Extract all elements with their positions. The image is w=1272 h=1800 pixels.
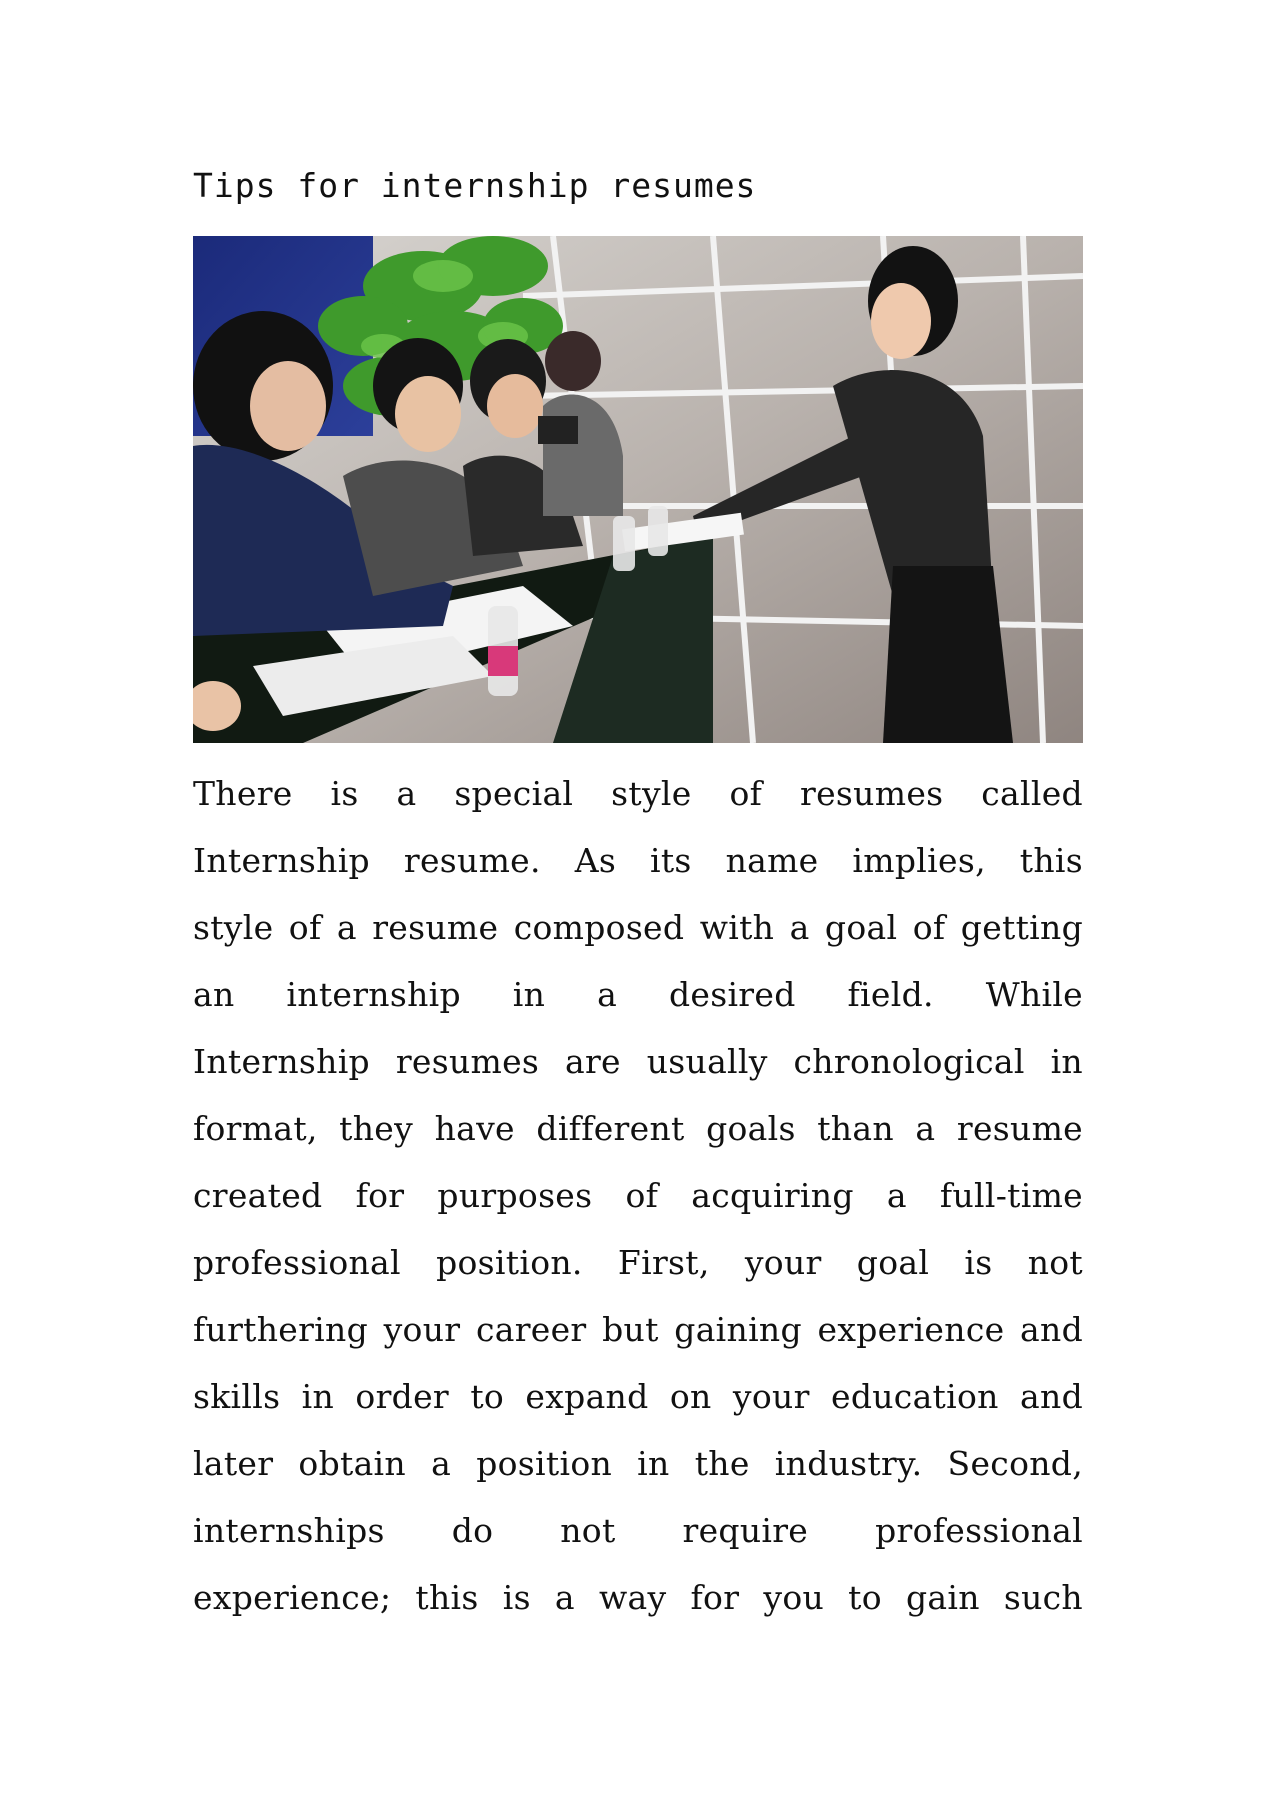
paragraph-line: later obtain a position in the industry. Second, [193,1444,1083,1483]
paragraph-line: Internship resumes are usually chronological in [193,1042,1083,1081]
paragraph-line: an internship in a desired field. While [193,975,1083,1014]
paragraph-line: professional position. First, your goal is not [193,1243,1083,1282]
paragraph-line: internships do not require professional [193,1511,1083,1550]
paragraph-line: skills in order to expand on your education and [193,1377,1083,1416]
paragraph-line: experience; this is a way for you to gain such [193,1578,1083,1617]
page-title: Tips for internship resumes [193,166,757,205]
interview-photo [193,236,1083,743]
paragraph-line: Internship resume. As its name implies, this [193,841,1083,880]
paragraph-line: There is a special style of resumes called [193,774,1083,813]
paragraph-line: style of a resume composed with a goal of getting [193,908,1083,947]
paragraph-line: created for purposes of acquiring a full-time [193,1176,1083,1215]
paragraph-line: format, they have different goals than a resume [193,1109,1083,1148]
paragraph-line: furthering your career but gaining experience and [193,1310,1083,1349]
body-paragraph [193,770,1083,1641]
